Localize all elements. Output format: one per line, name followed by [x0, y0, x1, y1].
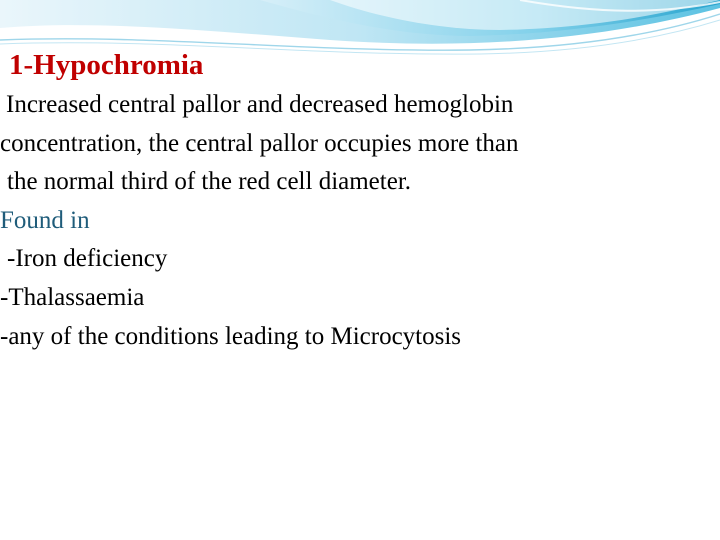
list-item: -Thalassaemia: [0, 283, 145, 311]
description-line-1: Increased central pallor and decreased hemoglobin: [6, 91, 514, 118]
description-line-2: concentration, the central pallor occupies more than: [0, 129, 519, 157]
list-item: -Iron deficiency: [7, 245, 168, 273]
slide-title: 1-Hypochromia: [9, 49, 204, 81]
description-line-3: the normal third of the red cell diameter.: [7, 168, 412, 196]
found-in-label: Found in: [0, 206, 90, 234]
slide-body: [0, 86, 715, 356]
list-item: -any of the conditions leading to Microcytosis: [0, 322, 462, 350]
